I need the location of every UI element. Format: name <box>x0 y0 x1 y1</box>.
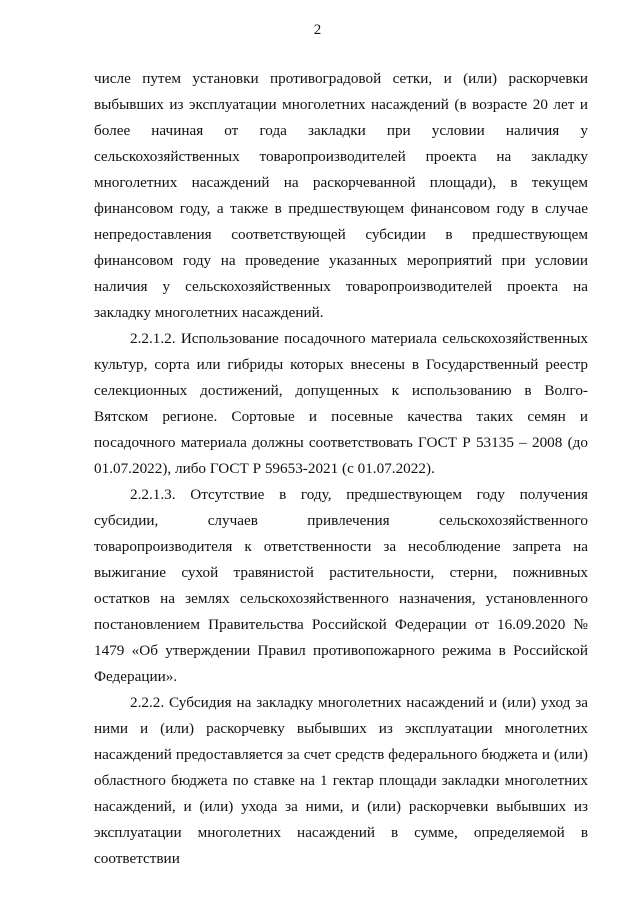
paragraph-clause-2-2-2: 2.2.2. Субсидия на закладку многолетних насаждений и (или) уход за ними и (или) раскорчевку выбывших из эксплуатации многолетних насаждений предоставляется за счет средств федерального бюджета и (или) областного бюджета по ставке на 1 гектар площади закладки многолетних насаждений, и (или) ухода за ними, и (или) раскорчевки выбывших из эксплуатации многолетних насаждений в сумме, определяемой в соответствии <box>94 694 588 867</box>
paragraph-clause-2-2-1-3: 2.2.1.3. Отсутствие в году, предшествующем году получения субсидии, случаев привлечения сельскохозяйственного товаропроизводителя к ответственности за несоблюдение запрета на выжигание сухой травянистой растительности, стерни, пожнивных остатков на землях сельскохозяйственного назначения, установленного постановлением Правительства Российской Федерации от 16.09.2020 № 1479 «Об утверждении Правил противопожарного режима в Российской Федерации». <box>94 486 588 685</box>
document-body <box>94 66 588 872</box>
paragraph-clause-2-2-1-2: 2.2.1.2. Использование посадочного материала сельскохозяйственных культур, сорта или гибриды которых внесены в Государственный реестр селекционных достижений, допущенных к использованию в Волго-Вятском регионе. Сортовые и посевные качества таких семян и посадочного материала должны соответствовать ГОСТ Р 53135 – 2008 (до 01.07.2022), либо ГОСТ Р 59653-2021 (с 01.07.2022). <box>94 330 588 477</box>
page-number: 2 <box>313 22 322 38</box>
paragraph-continuation: числе путем установки противоградовой сетки, и (или) раскорчевки выбывших из эксплуатации многолетних насаждений (в возрасте 20 лет и более начиная от года закладки при условии наличия у сельскохозяйственных товаропроизводителей проекта на закладку многолетних насаждений на раскорчеванной площади), в текущем финансовом году, а также в предшествующем финансовом году в случае непредоставления соответствующей субсидии в предшествующем финансовом году на проведение указанных мероприятий при условии наличия у сельскохозяйственных товаропроизводителей проекта на закладку многолетних насаждений. <box>94 70 588 321</box>
